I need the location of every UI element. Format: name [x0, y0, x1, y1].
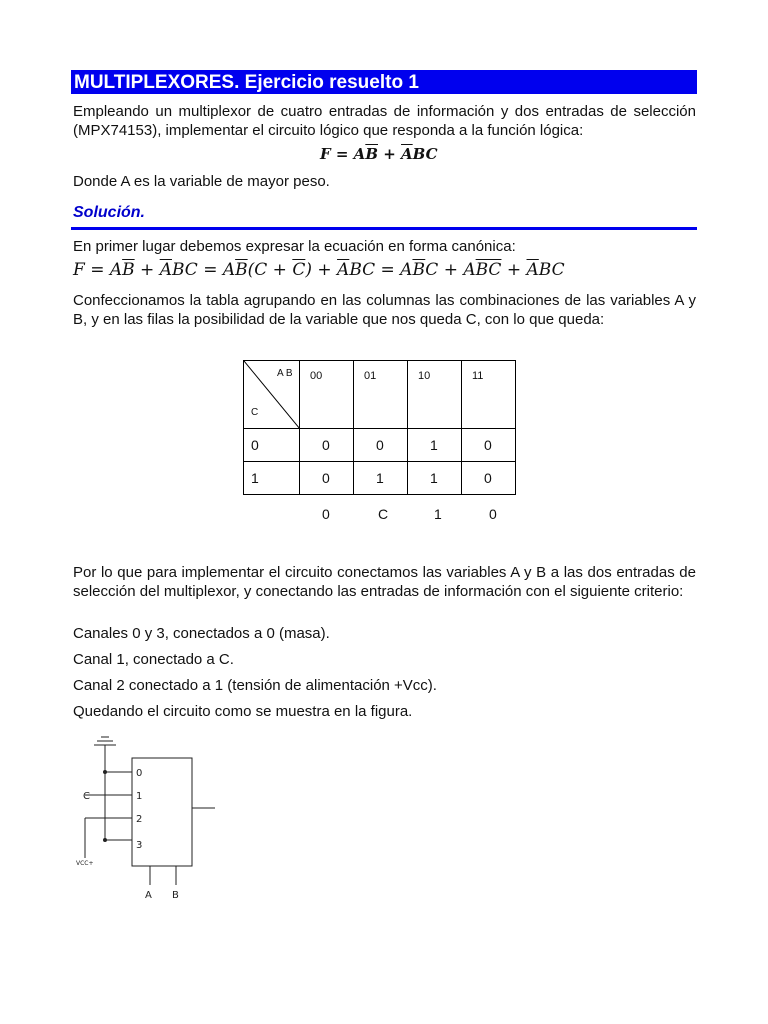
table-row: [244, 429, 516, 462]
formula-term2-bc: BC: [412, 145, 438, 163]
input-label: 1: [136, 791, 143, 802]
multiplexer-circuit-diagram: [70, 730, 230, 905]
canonical-intro: En primer lugar debemos expresar la ecuación en forma canónica:: [73, 238, 516, 255]
input-label: 0: [136, 768, 143, 779]
column-header: 01: [354, 361, 408, 429]
result-value: C: [378, 506, 389, 522]
formula-lhs: F =: [320, 145, 354, 163]
c-input-label: C: [83, 791, 90, 802]
table-header-row: [244, 361, 516, 429]
solution-heading: Solución.: [73, 204, 145, 221]
input-label: 2: [136, 814, 143, 825]
channel-line-1: Canal 1, conectado a C.: [73, 651, 234, 668]
solution-divider: [71, 227, 697, 230]
canonical-formula: $F = A\overline{B} + \overline{A}BC = A\overline{B}(C + \overline{C}) + \overline{A}BC = A\overline{B}C + A\overline{BC} + \overline{A}BC$: [73, 260, 565, 280]
table-cell: 1: [408, 462, 462, 495]
result-value: 1: [434, 506, 442, 522]
intro-paragraph: Empleando un multiplexor de cuatro entradas de información y dos entradas de selección (MPX74153), implementar el circuito lógico que responda a la función lógica:: [73, 103, 696, 139]
column-header: 10: [408, 361, 462, 429]
page-title: MULTIPLEXORES. Ejercicio resuelto 1: [71, 70, 697, 94]
select-label-a: A: [145, 890, 152, 901]
column-header: 11: [462, 361, 516, 429]
select-label-b: B: [172, 890, 179, 901]
channel-line-2: Canal 2 conectado a 1 (tensión de alimentación +Vcc).: [73, 677, 437, 694]
table-cell: 0: [462, 429, 516, 462]
table-cell: 0: [300, 462, 354, 495]
table-corner-cell: [244, 361, 300, 429]
row-label: 1: [244, 462, 300, 495]
function-formula: [320, 145, 438, 163]
table-cell: 0: [462, 462, 516, 495]
junction-dot: [103, 838, 107, 842]
channel-line-0: Canales 0 y 3, conectados a 0 (masa).: [73, 625, 330, 642]
input-label: 3: [136, 840, 143, 851]
column-header: 00: [300, 361, 354, 429]
table-cell: 1: [408, 429, 462, 462]
table-row: [244, 462, 516, 495]
ground-symbol: [94, 737, 116, 840]
formula-term2-a-bar: $\overline{A}$: [401, 145, 413, 163]
weight-note: Donde A es la variable de mayor peso.: [73, 173, 330, 190]
formula-term1-b-bar: $\overline{B}$: [365, 145, 378, 163]
figure-note: Quedando el circuito como se muestra en la figura.: [73, 703, 413, 720]
formula-term1-a: A: [353, 145, 366, 163]
implementation-paragraph: Por lo que para implementar el circuito conectamos las variables A y B a las dos entradas de selección del multiplexor, y conectando las entradas de información con el siguiente criterio:: [73, 564, 696, 600]
vcc-label: VCC+: [76, 860, 94, 867]
corner-label-c: C: [251, 407, 259, 418]
junction-dot: [103, 770, 107, 774]
corner-label-ab: A B: [277, 368, 293, 379]
result-value: 0: [322, 506, 330, 522]
table-cell: 0: [300, 429, 354, 462]
table-cell: 1: [354, 462, 408, 495]
formula-plus: +: [378, 145, 402, 163]
table-intro: Confeccionamos la tabla agrupando en las columnas las combinaciones de las variables A y B, y en las filas la posibilidad de la variable que nos queda C, con lo que queda:: [73, 292, 696, 328]
result-value: 0: [489, 506, 497, 522]
table-cell: 0: [354, 429, 408, 462]
truth-table: [243, 360, 516, 495]
row-label: 0: [244, 429, 300, 462]
